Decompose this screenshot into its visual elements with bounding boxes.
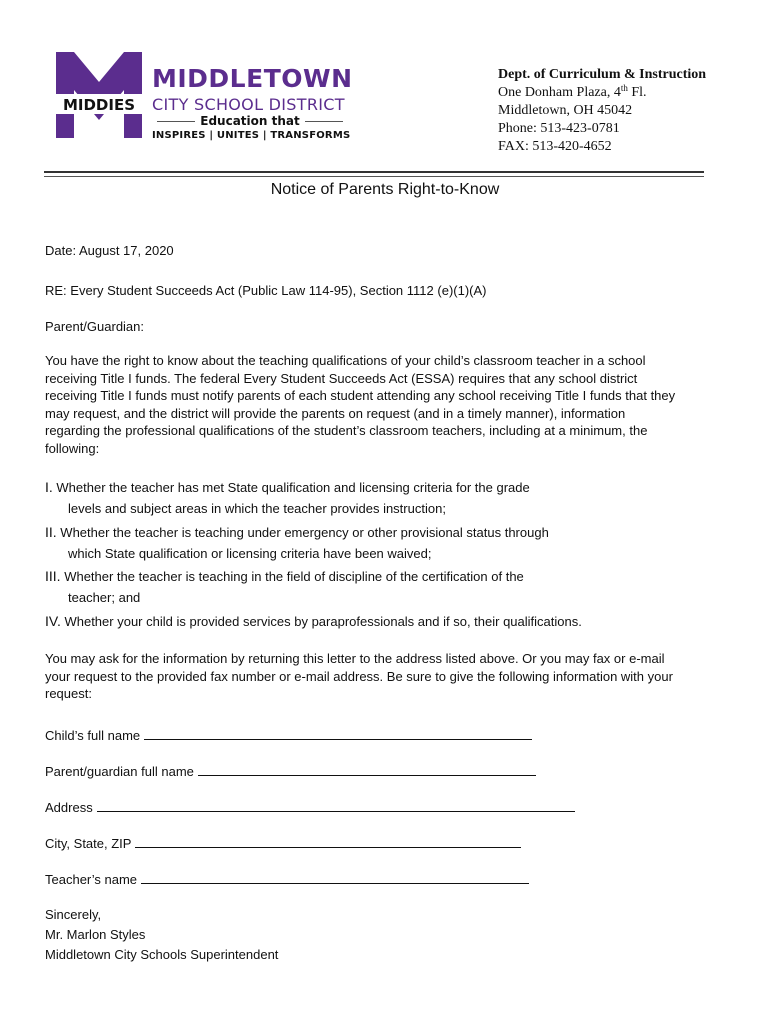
field-label: Parent/guardian full name (45, 764, 194, 779)
intro-line: receiving Title I funds must notify parents of each student attending any school receiving Title I funds that they (45, 388, 676, 403)
request-line: request: (45, 686, 92, 701)
district-name: MIDDLETOWN (152, 64, 353, 93)
list-item-text: Whether your child is provided services by paraprofessionals and if so, their qualifications. (64, 614, 582, 629)
list-item-continuation: teacher; and (68, 590, 141, 605)
list-item (45, 476, 530, 499)
salutation: Parent/Guardian: (45, 319, 145, 334)
address-blank[interactable] (97, 799, 575, 812)
teacher-name-blank[interactable] (141, 871, 529, 884)
list-item-number: I. (45, 479, 53, 495)
request-line: You may ask for the information by returning this letter to the address listed above. Or you may fax or e-mail (45, 651, 665, 666)
field-label: Address (45, 800, 93, 815)
signer-name: Mr. Marlon Styles (45, 927, 146, 942)
page-title: Notice of Parents Right-to-Know (270, 181, 500, 198)
field-label: Teacher’s name (45, 872, 138, 887)
letter-subject: RE: Every Student Succeeds Act (Public Law 114-95), Section 1112 (e)(1)(A) (45, 283, 487, 298)
intro-paragraph (45, 352, 735, 457)
department-name: Dept. of Curriculum & Instruction (498, 67, 707, 82)
signer-title: Middletown City Schools Superintendent (45, 947, 279, 962)
district-subtitle: CITY SCHOOL DISTRICT (152, 95, 345, 114)
teacher-name-field[interactable] (45, 871, 529, 889)
list-item-text: Whether the teacher is teaching under emergency or other provisional status through (60, 525, 549, 540)
list-item (45, 521, 549, 544)
intro-line: You have the right to know about the teaching qualifications of your child’s classroom teacher in a school (45, 353, 646, 368)
address-field[interactable] (45, 799, 575, 817)
request-line: your request to the provided fax number or e-mail address. Be sure to give the following information with your (45, 668, 673, 684)
district-tagline (152, 114, 348, 128)
city-state-zip-field[interactable] (45, 835, 521, 853)
district-logo (52, 52, 146, 138)
list-item (45, 565, 524, 588)
closing: Sincerely, (45, 907, 102, 922)
header-divider (44, 171, 704, 177)
request-paragraph (45, 650, 735, 703)
tagline-text: Education that (200, 114, 300, 128)
list-item-text: Whether the teacher has met State qualification and licensing criteria for the grade (56, 480, 530, 495)
fax-number: FAX: 513-420-4652 (498, 139, 612, 154)
list-item (45, 610, 582, 633)
street-prefix: One Donham Plaza, 4 (498, 85, 621, 100)
street-suffix: Fl. (627, 85, 647, 100)
district-motto: INSPIRES | UNITES | TRANSFORMS (152, 130, 351, 141)
city-address: Middletown, OH 45042 (498, 103, 633, 118)
list-item-text: Whether the teacher is teaching in the field of discipline of the certification of the (64, 569, 524, 584)
list-item-number: III. (45, 568, 61, 584)
childs-name-blank[interactable] (144, 727, 532, 740)
list-item-continuation: levels and subject areas in which the teacher provides instruction; (68, 501, 446, 516)
street-ordinal: th (620, 83, 628, 93)
letter-date: Date: August 17, 2020 (45, 243, 174, 258)
street-address (498, 84, 706, 102)
tagline-rule-left (157, 121, 195, 122)
list-item-number: II. (45, 524, 57, 540)
childs-name-field[interactable] (45, 727, 532, 745)
tagline-rule-right (305, 121, 343, 122)
parent-name-blank[interactable] (198, 763, 536, 776)
parent-name-field[interactable] (45, 763, 536, 781)
list-item-continuation: which State qualification or licensing criteria have been waived; (68, 546, 432, 561)
phone-number: Phone: 513-423-0781 (498, 121, 620, 136)
intro-line: receiving Title I funds. The federal Every Student Succeeds Act (ESSA) requires that any school district (45, 370, 638, 386)
city-state-zip-blank[interactable] (135, 835, 521, 848)
department-address (498, 66, 706, 156)
list-item-number: IV. (45, 613, 61, 629)
intro-line: may request, and the district will provide the parents on request (and in a timely manner), information (45, 405, 626, 421)
intro-line: regarding the professional qualifications of the student’s classroom teachers, including at a minimum, the (45, 423, 648, 438)
field-label: City, State, ZIP (45, 836, 132, 851)
logo-badge-text: MIDDIES (62, 96, 136, 114)
field-label: Child’s full name (45, 728, 141, 743)
intro-line: following: (45, 440, 100, 456)
